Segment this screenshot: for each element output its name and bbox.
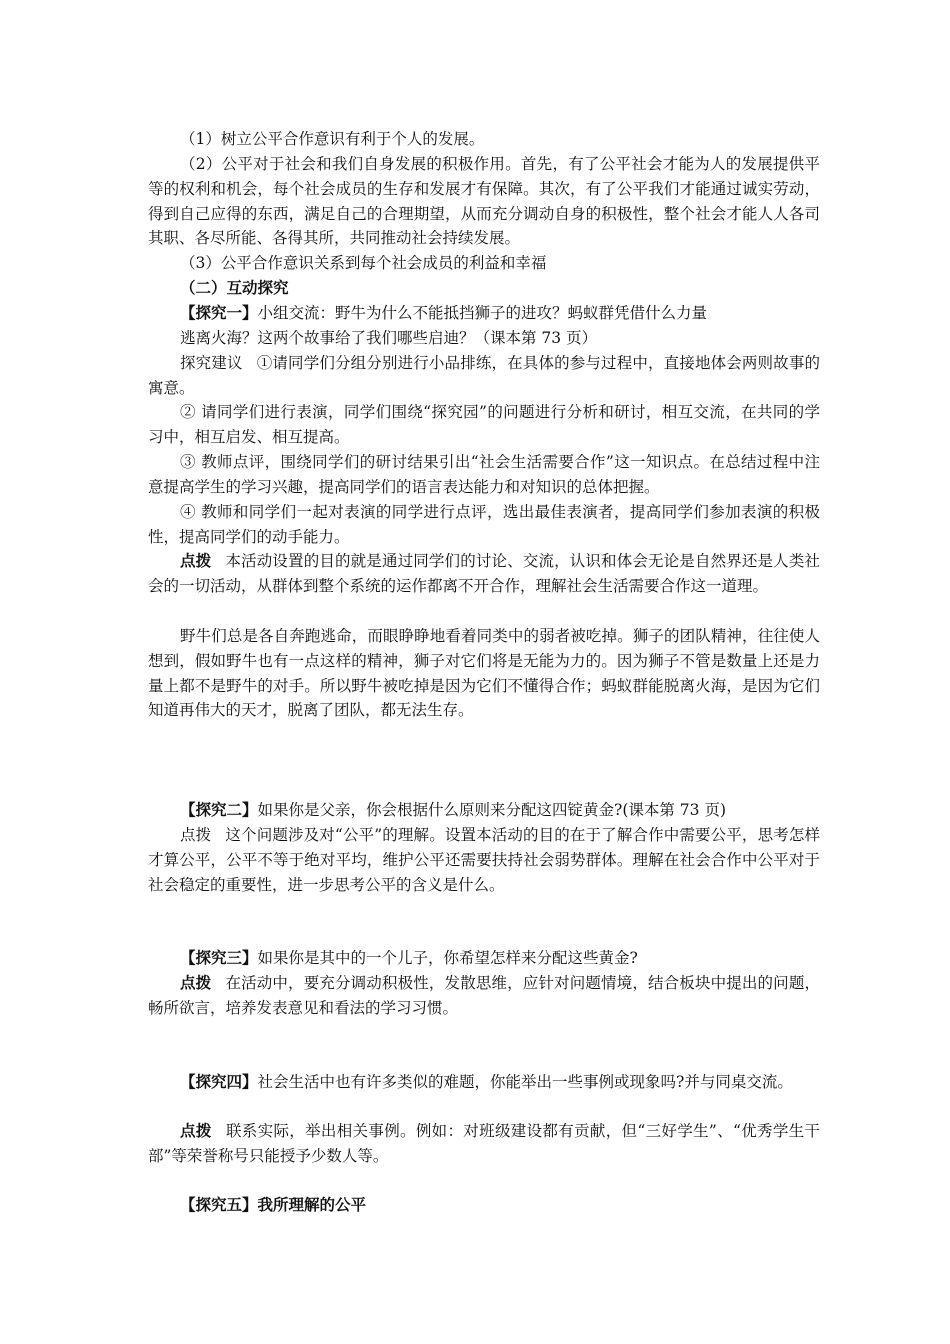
suggestion-2: ② 请同学们进行表演，同学们围绕“探究园”的问题进行分析和研讨，相互交流，在共同的学习中，相互启发、相互提高。 [148, 403, 820, 446]
explore-2-tip-text: 这个问题涉及对“公平”的理解。设置本活动的目的在于了解合作中需要公平，思考怎样才算公平，公平不等于绝对平均，维护公平还需要扶持社会弱势群体。理解在社会合作中公平对于社会稳定的重要性，进一步思考公平的含义是什么。 [148, 826, 820, 894]
explore-1-story: 野牛们总是各自奔跑逃命，而眼睁睁地看着同类中的弱者被吃掉。狮子的团队精神，往往使人想到，假如野牛也有一点这样的精神，狮子对它们将是无能为力的。因为狮子不管是数量上还是力量上都不是野牛的对手。所以野牛被吃掉是因为它们不懂得合作；蚂蚁群能脱离火海，是因为它们知道再伟大的天才，脱离了团队，都无法生存。 [148, 627, 820, 720]
paragraph-point-3: （3）公平合作意识关系到每个社会成员的利益和幸福 [180, 254, 547, 272]
suggestion-4: ④ 教师和同学们一起对表演的同学进行点评，选出最佳表演者，提高同学们参加表演的积极性，提高同学们的动手能力。 [148, 503, 820, 546]
explore-5-heading [148, 1193, 820, 1218]
suggestion-label: 探究建议 [180, 354, 243, 372]
explore-1-tip [148, 549, 820, 599]
explore-2-question [148, 798, 820, 823]
tip-label: 点拨 [180, 973, 212, 992]
explore-4-tip [148, 1119, 820, 1169]
suggestion-1 [148, 351, 820, 401]
section-heading: （二）互动探究 [180, 278, 289, 297]
tip-label: 点拨 [180, 1121, 212, 1140]
explore-5-label: 【探究五】 [180, 1195, 258, 1214]
explore-1-label: 【探究一】 [180, 303, 258, 322]
explore-1-question [148, 301, 820, 326]
paragraph-point-2: （2）公平对于社会和我们自身发展的积极作用。首先，有了公平社会才能为人的发展提供平等的权利和机会，每个社会成员的生存和发展才有保障。其次，有了公平我们才能通过诚实劳动，得到自己应得的东西，满足自己的合理期望，从而充分调动自身的积极性，整个社会才能人人各司其职、各尽所能、各得其所，共同推动社会持续发展。 [148, 155, 820, 248]
explore-3-tip [148, 971, 820, 1021]
explore-2-label: 【探究二】 [180, 800, 258, 819]
explore-1-question-cont: 逃离火海？这两个故事给了我们哪些启迪？（课本第 73 页） [180, 329, 598, 347]
explore-1-line-1: 小组交流：野牛为什么不能抵挡狮子的进攻？蚂蚁群凭借什么力量 [257, 304, 708, 322]
explore-1-tip-text: 本活动设置的目的就是通过同学们的讨论、交流，认识和体会无论是自然界还是人类社会的一切活动，从群体到整个系统的运作都离不开合作，理解社会生活需要合作这一道理。 [148, 552, 820, 595]
explore-4-label: 【探究四】 [180, 1072, 258, 1091]
explore-2-tip [148, 823, 820, 897]
explore-4-tip-text: 联系实际，举出相关事例。例如：对班级建设都有贡献，但“三好学生”、“优秀学生干部”等荣誉称号只能授予少数人等。 [148, 1122, 820, 1165]
suggestion-1-text: ①请同学们分组分别进行小品排练，在具体的参与过程中，直接地体会两则故事的寓意。 [148, 354, 820, 397]
suggestion-3: ③ 教师点评，围绕同学们的研讨结果引出“社会生活需要合作”这一知识点。在总结过程中注意提高学生的学习兴趣，提高同学们的语言表达能力和对知识的总体把握。 [148, 453, 820, 496]
explore-5-title: 我所理解的公平 [257, 1195, 367, 1214]
explore-4-question [148, 1070, 820, 1095]
explore-3-question [148, 946, 820, 971]
tip-label: 点拨 [180, 826, 212, 844]
explore-3-question-text: 如果你是其中的一个儿子，你希望怎样来分配这些黄金? [257, 949, 638, 967]
explore-3-label: 【探究三】 [180, 948, 258, 967]
tip-label: 点拨 [180, 551, 212, 570]
paragraph-point-1: （1）树立公平合作意识有利于个人的发展。 [180, 130, 485, 148]
explore-2-question-text: 如果你是父亲，你会根据什么原则来分配这四锭黄金?(课本第 73 页) [257, 801, 726, 819]
explore-3-tip-text: 在活动中，要充分调动积极性，发散思维，应针对问题情境，结合板块中提出的问题，畅所欲言，培养发表意见和看法的学习习惯。 [148, 974, 820, 1017]
explore-4-question-text: 社会生活中也有许多类似的难题，你能举出一些事例或现象吗?并与同桌交流。 [257, 1073, 793, 1091]
